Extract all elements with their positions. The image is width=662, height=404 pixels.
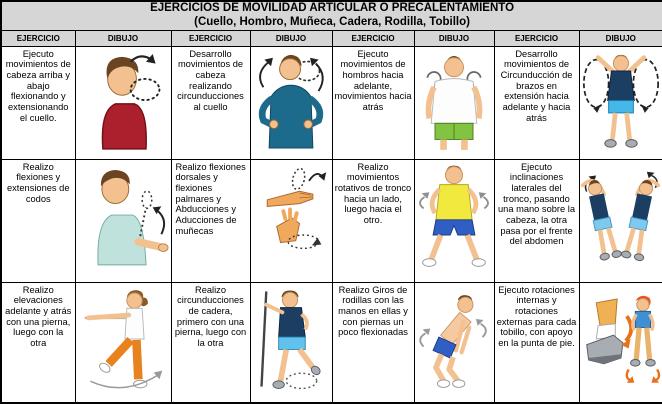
neck-circumduction-illustration bbox=[252, 49, 330, 152]
exercise-text-cell: Desarrollo movimientos de Circunducción de brazos en extensión hacia adelante y hacia atrás bbox=[494, 46, 579, 159]
shoulder-rolls-illustration bbox=[416, 49, 492, 152]
exercise-text-cell: Ejecuto movimientos de hombros hacia adelante, movimientos hacia atrás bbox=[332, 46, 414, 159]
table-row bbox=[1, 46, 662, 159]
elbow-flexion-illustration bbox=[77, 162, 169, 270]
arm-circles-illustration bbox=[581, 49, 661, 154]
exercise-text-cell: Ejecuto movimientos de cabeza arriba y abajo flexionando y extensionando el cuello. bbox=[1, 46, 75, 159]
column-header-dibujo-4: DIBUJO bbox=[579, 30, 662, 46]
table-row bbox=[1, 282, 662, 403]
drawing-cell bbox=[414, 282, 494, 403]
ankle-rotation-illustration bbox=[581, 285, 661, 393]
drawing-cell bbox=[250, 282, 332, 403]
table-title-cell bbox=[1, 1, 662, 30]
exercise-text-cell: Realizo Giros de rodillas con las manos en ellas y con piernas un poco flexionadas bbox=[332, 282, 414, 403]
page-subtitle: (Cuello, Hombro, Muñeca, Cadera, Rodilla, Tobillo) bbox=[194, 15, 470, 28]
trunk-rotation-illustration bbox=[416, 162, 492, 270]
knee-circles-illustration bbox=[416, 285, 492, 393]
table-row bbox=[1, 159, 662, 282]
column-header-ejercicio-1: EJERCICIO bbox=[1, 30, 75, 46]
column-header-row bbox=[1, 30, 662, 46]
drawing-cell bbox=[75, 282, 171, 403]
column-header-ejercicio-4: EJERCICIO bbox=[494, 30, 579, 46]
column-header-dibujo-1: DIBUJO bbox=[75, 30, 171, 46]
head-flexion-extension-illustration bbox=[77, 49, 169, 153]
drawing-cell bbox=[250, 159, 332, 282]
drawing-cell bbox=[75, 46, 171, 159]
exercise-text-cell: Ejecuto inclinaciones laterales del tronco, pasando una mano sobre la cabeza, la otra pasa por el frente del abdomen bbox=[494, 159, 579, 282]
exercise-text-cell: Desarrollo movimientos de cabeza realizando circunducciones al cuello bbox=[171, 46, 250, 159]
page-title: EJERCICIOS DE MOVILIDAD ARTICULAR O PRECALENTAMIENTO bbox=[150, 2, 515, 14]
wrist-flexion-illustration bbox=[252, 162, 330, 270]
column-header-ejercicio-3: EJERCICIO bbox=[332, 30, 414, 46]
exercise-text-cell: Realizo circunducciones de cadera, primero con una pierna, luego con la otra bbox=[171, 282, 250, 403]
drawing-cell bbox=[75, 159, 171, 282]
hip-circumduction-illustration bbox=[252, 285, 330, 393]
drawing-cell bbox=[579, 46, 662, 159]
drawing-cell bbox=[579, 282, 662, 403]
exercise-text-cell: Realizo movimientos rotativos de tronco hacia un lado, luego hacia el otro. bbox=[332, 159, 414, 282]
lateral-bend-illustration bbox=[581, 162, 661, 270]
drawing-cell bbox=[414, 46, 494, 159]
exercise-text-cell: Realizo flexiones dorsales y flexiones palmares y Abducciones y Aducciones de muñecas bbox=[171, 159, 250, 282]
exercise-text-cell: Ejecuto rotaciones internas y rotaciones externas para cada tobillo, con apoyo en la punta de pie. bbox=[494, 282, 579, 403]
drawing-cell bbox=[250, 46, 332, 159]
exercise-text-cell: Realizo elevaciones adelante y atrás con una pierna, luego con la otra bbox=[1, 282, 75, 403]
column-header-dibujo-2: DIBUJO bbox=[250, 30, 332, 46]
exercise-text-cell: Realizo flexiones y extensiones de codos bbox=[1, 159, 75, 282]
column-header-ejercicio-2: EJERCICIO bbox=[171, 30, 250, 46]
leg-swing-illustration bbox=[77, 285, 169, 393]
drawing-cell bbox=[414, 159, 494, 282]
column-header-dibujo-3: DIBUJO bbox=[414, 30, 494, 46]
drawing-cell bbox=[579, 159, 662, 282]
